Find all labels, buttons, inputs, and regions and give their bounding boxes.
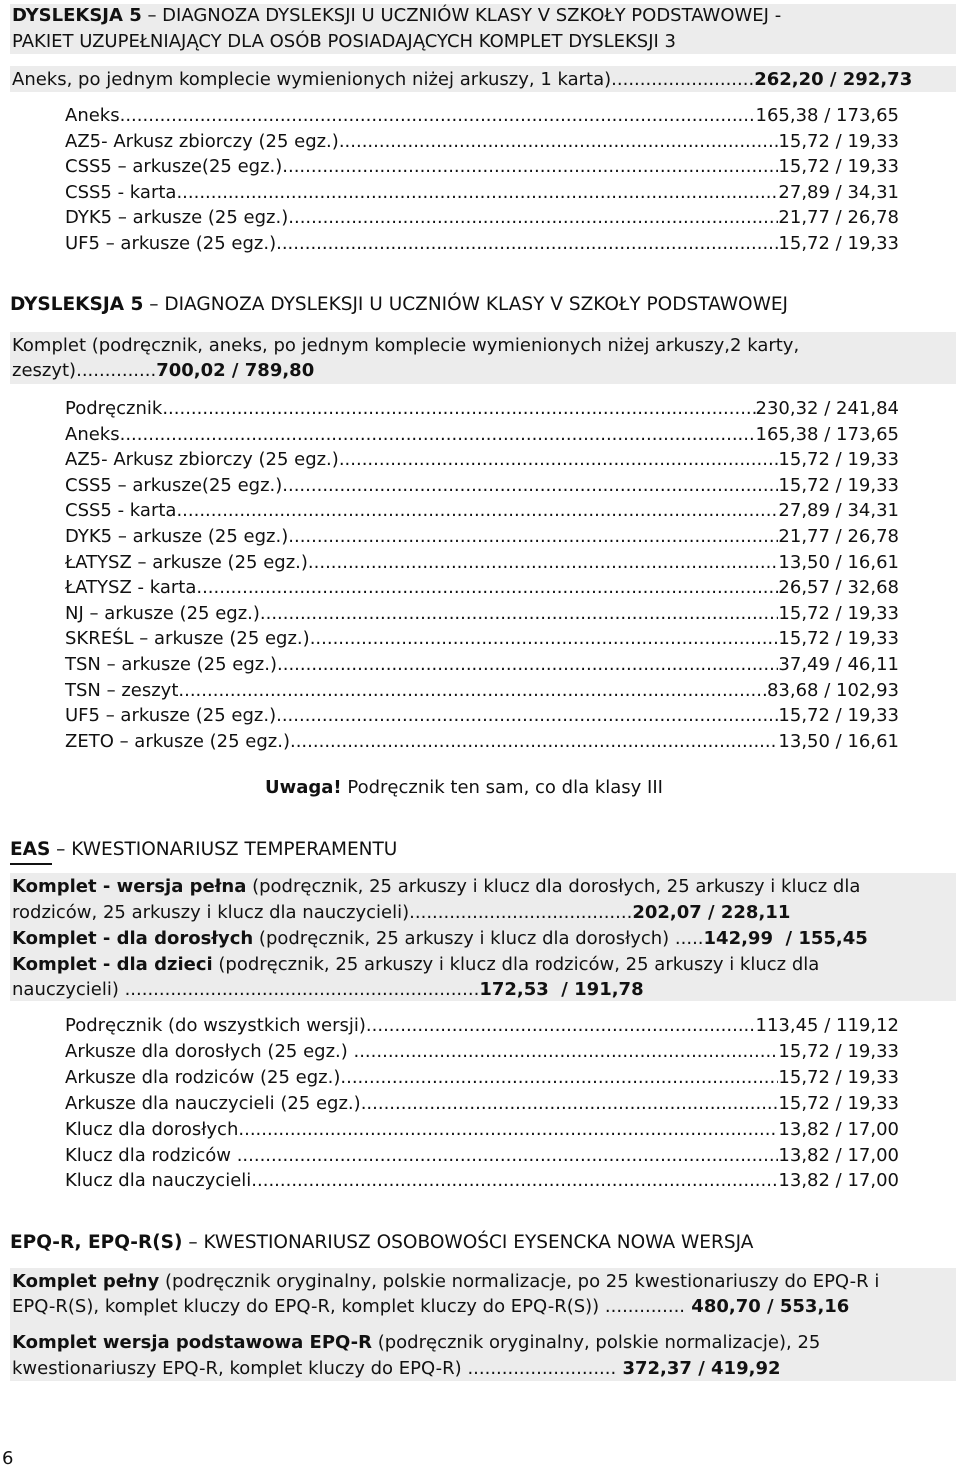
- section3-title: [10, 837, 397, 863]
- section2-title-rest: – DIAGNOZA DYSLEKSJI U UCZNIÓW KLASY V SZKOŁY PODSTAWOWEJ: [143, 294, 789, 315]
- section2-komplet-text: zeszyt): [12, 360, 77, 381]
- p2-price: 372,37 / 419,92: [616, 1358, 781, 1379]
- item-label: UF5 – arkusze (25 egz.): [65, 705, 277, 727]
- item-label: ZETO – arkusze (25 egz.): [65, 730, 290, 752]
- item-price: 165,38 / 173,65: [755, 423, 899, 445]
- k3-line1-rest: (podręcznik, 25 arkuszy i klucz dla rodziców, 25 arkuszy i klucz dla: [212, 954, 820, 975]
- p2-dots: ..........................: [467, 1358, 617, 1379]
- section2-komplet-price: 700,02 / 789,80: [156, 360, 315, 381]
- item-price: 15,72 / 19,33: [778, 233, 899, 254]
- item-label: Klucz dla nauczycieli: [65, 1170, 252, 1192]
- k1-price: 202,07 / 228,11: [632, 902, 791, 923]
- item-price: 13,82 / 17,00: [778, 1170, 899, 1192]
- item-price: 83,68 / 102,93: [766, 679, 899, 701]
- item-label: CSS5 - karta: [65, 500, 177, 522]
- item-price: 15,72 / 19,33: [778, 130, 899, 152]
- note-text: Podręcznik ten sam, co dla klasy III: [341, 777, 663, 798]
- item-label: Podręcznik (do wszystkich wersji): [65, 1015, 366, 1036]
- k2-price: 142,99 / 155,45: [703, 928, 868, 949]
- note-bold: Uwaga!: [265, 777, 342, 798]
- price-list-item: [65, 703, 899, 728]
- section1-title-bold: DYSLEKSJA 5: [12, 5, 142, 26]
- section4-p1-line2: [12, 1294, 849, 1319]
- price-list-item: [65, 1091, 899, 1116]
- item-label: SKREŚL – arkusze (25 egz.): [65, 628, 310, 650]
- price-list-item: [65, 498, 899, 523]
- item-price: 27,89 / 34,31: [778, 500, 899, 522]
- item-label: Arkusze dla rodziców (25 egz.): [65, 1066, 341, 1088]
- section4-p2-line2: [12, 1356, 781, 1381]
- section2-komplet-dots: ..............: [76, 360, 157, 381]
- k3-line2: nauczycieli): [12, 979, 125, 1000]
- dot-leader: [237, 1143, 779, 1168]
- item-price: 21,77 / 26,78: [778, 207, 899, 229]
- price-list-item: [65, 575, 899, 600]
- dot-leader: [282, 473, 778, 498]
- price-list-item: [65, 103, 899, 128]
- p2-line1-rest: (podręcznik oryginalny, polskie normalizacje), 25: [372, 1332, 821, 1353]
- item-price: 15,72 / 19,33: [778, 602, 899, 624]
- dot-leader: [162, 396, 755, 421]
- section1-summary-dots: .........................: [611, 69, 755, 90]
- item-label: ŁATYSZ – arkusze (25 egz.): [65, 551, 308, 573]
- section1-title-line2: PAKIET UZUPEŁNIAJĄCY DLA OSÓB POSIADAJĄCYCH KOMPLET DYSLEKSJI 3: [12, 31, 676, 52]
- price-list-item: [65, 524, 899, 549]
- dot-leader: [339, 447, 779, 472]
- item-price: 26,57 / 32,68: [778, 577, 899, 599]
- section4-title-bold: EPQ-R, EPQ-R(S): [10, 1232, 183, 1253]
- item-label: NJ – arkusze (25 egz.): [65, 602, 260, 624]
- k3-bold: Komplet - dla dzieci: [12, 954, 213, 975]
- section3-k1-line2: [12, 900, 790, 925]
- item-price: 15,72 / 19,33: [778, 1066, 899, 1088]
- section3-title-bold: EAS: [10, 839, 51, 860]
- item-price: 15,72 / 19,33: [778, 449, 899, 471]
- item-label: Aneks: [65, 423, 120, 445]
- dot-leader: [290, 729, 778, 754]
- p1-dots: ..............: [604, 1296, 686, 1317]
- dot-leader: [288, 205, 778, 230]
- section1-title: [12, 3, 781, 28]
- section4-p2-line1: [12, 1330, 820, 1355]
- k2-bold: Komplet - dla dorosłych: [12, 928, 254, 949]
- dot-leader: [260, 601, 779, 626]
- item-label: CSS5 - karta: [65, 181, 177, 203]
- item-label: ŁATYSZ - karta: [65, 577, 197, 599]
- price-list-item: [65, 422, 899, 447]
- price-list-item: [65, 729, 899, 754]
- price-list-item: [65, 1039, 899, 1064]
- p2-line2: kwestionariuszy EPQ-R, komplet kluczy do EPQ-R): [12, 1358, 468, 1379]
- price-list-item: [65, 205, 899, 230]
- dot-leader: [361, 1091, 779, 1116]
- item-label: AZ5- Arkusz zbiorczy (25 egz.): [65, 130, 339, 152]
- item-price: 13,82 / 17,00: [778, 1144, 899, 1166]
- item-label: Arkusze dla dorosłych (25 egz.): [65, 1040, 354, 1062]
- price-list-item: [65, 626, 899, 651]
- section3-k3-line2: [12, 977, 644, 1002]
- item-label: UF5 – arkusze (25 egz.): [65, 233, 277, 254]
- page-number: 6: [2, 1448, 14, 1469]
- item-price: 21,77 / 26,78: [778, 526, 899, 547]
- k3-dots: ..............................................................: [124, 979, 480, 1000]
- section3-title-rest: – KWESTIONARIUSZ TEMPERAMENTU: [50, 839, 398, 860]
- item-label: Aneks: [65, 105, 120, 126]
- item-price: 15,72 / 19,33: [778, 705, 899, 727]
- dot-leader: [238, 1117, 778, 1142]
- dot-leader: [277, 652, 778, 677]
- section3-k1-line1: [12, 874, 860, 899]
- item-label: Klucz dla rodziców: [65, 1144, 237, 1166]
- price-list-item: [65, 652, 899, 677]
- price-list-item: [65, 550, 899, 575]
- dot-leader: [176, 498, 778, 523]
- dot-leader: [276, 703, 778, 728]
- section3-k2: [12, 926, 868, 951]
- section4-p1-line1: [12, 1269, 879, 1294]
- dot-leader: [340, 1065, 778, 1090]
- p1-line2: EPQ-R(S), komplet kluczy do EPQ-R, komplet kluczy do EPQ-R(S)): [12, 1296, 605, 1317]
- section1-title-rest: – DIAGNOZA DYSLEKSJI U UCZNIÓW KLASY V SZKOŁY PODSTAWOWEJ -: [141, 5, 782, 26]
- item-label: DYK5 – arkusze (25 egz.): [65, 526, 289, 547]
- k1-line1-rest: (podręcznik, 25 arkuszy i klucz dla dorosłych, 25 arkuszy i klucz dla: [246, 876, 861, 897]
- section2-komplet-line1: Komplet (podręcznik, aneks, po jednym komplecie wymienionych niżej arkuszy,2 karty,: [12, 335, 800, 356]
- k1-line2: rodziców, 25 arkuszy i klucz dla nauczycieli): [12, 902, 410, 923]
- p1-bold: Komplet pełny: [12, 1271, 160, 1292]
- dot-leader: [288, 524, 778, 549]
- dot-leader: [196, 575, 778, 600]
- p2-bold: Komplet wersja podstawowa EPQ-R: [12, 1332, 372, 1353]
- price-list-item: [65, 1168, 899, 1193]
- price-list-item: [65, 1013, 899, 1038]
- price-list-item: [65, 473, 899, 498]
- section3-title-underline: [10, 863, 52, 865]
- price-list-item: [65, 129, 899, 154]
- item-label: CSS5 – arkusze(25 egz.): [65, 474, 283, 496]
- section2-note: [265, 775, 663, 800]
- section4-title-rest: – KWESTIONARIUSZ OSOBOWOŚCI EYSENCKA NOWA WERSJA: [182, 1232, 754, 1253]
- item-label: Arkusze dla nauczycieli (25 egz.): [65, 1092, 361, 1114]
- price-list-item: [65, 601, 899, 626]
- dot-leader: [310, 626, 779, 651]
- item-price: 37,49 / 46,11: [778, 654, 899, 675]
- k1-dots: .......................................: [409, 902, 633, 923]
- section4-title: [10, 1230, 753, 1256]
- section2-title-bold: DYSLEKSJA 5: [10, 294, 144, 315]
- item-price: 15,72 / 19,33: [778, 156, 899, 178]
- k2-rest: (podręcznik, 25 arkuszy i klucz dla dorosłych): [253, 928, 675, 949]
- price-list-item: [65, 1117, 899, 1142]
- item-price: 15,72 / 19,33: [778, 628, 899, 650]
- dot-leader: [251, 1168, 778, 1193]
- price-list-item: [65, 1065, 899, 1090]
- dot-leader: [366, 1013, 756, 1038]
- item-label: DYK5 – arkusze (25 egz.): [65, 207, 289, 229]
- section3-k3-line1: [12, 952, 819, 977]
- dot-leader: [276, 231, 778, 256]
- section1-summary: [12, 67, 912, 92]
- item-price: 15,72 / 19,33: [778, 474, 899, 496]
- item-price: 13,50 / 16,61: [778, 730, 899, 752]
- item-price: 13,50 / 16,61: [778, 551, 899, 573]
- item-price: 15,72 / 19,33: [778, 1040, 899, 1062]
- dot-leader: [176, 180, 778, 205]
- item-price: 15,72 / 19,33: [778, 1092, 899, 1114]
- price-list-item: [65, 154, 899, 179]
- price-list-item: [65, 231, 899, 256]
- item-price: 113,45 / 119,12: [755, 1015, 899, 1036]
- dot-leader: [308, 550, 779, 575]
- k2-dots: .....: [674, 928, 704, 949]
- item-label: Podręcznik: [65, 398, 163, 419]
- dot-leader: [120, 103, 756, 128]
- p1-price: 480,70 / 553,16: [685, 1296, 850, 1317]
- item-label: TSN – arkusze (25 egz.): [65, 654, 278, 675]
- price-list-item: [65, 447, 899, 472]
- item-price: 13,82 / 17,00: [778, 1118, 899, 1140]
- section2-komplet-line2: [12, 358, 314, 383]
- price-list-item: [65, 1143, 899, 1168]
- price-list-item: [65, 180, 899, 205]
- item-label: TSN – zeszyt: [65, 679, 179, 701]
- dot-leader: [353, 1039, 778, 1064]
- price-list-item: [65, 678, 899, 703]
- section2-title: [10, 292, 788, 318]
- item-price: 165,38 / 173,65: [755, 105, 899, 126]
- item-label: AZ5- Arkusz zbiorczy (25 egz.): [65, 449, 339, 471]
- k3-price: 172,53 / 191,78: [479, 979, 644, 1000]
- dot-leader: [120, 422, 756, 447]
- item-label: CSS5 – arkusze(25 egz.): [65, 156, 283, 178]
- item-label: Klucz dla dorosłych: [65, 1118, 239, 1140]
- p1-line1-rest: (podręcznik oryginalny, polskie normalizacje, po 25 kwestionariuszy do EPQ-R i: [159, 1271, 880, 1292]
- item-price: 27,89 / 34,31: [778, 181, 899, 203]
- dot-leader: [282, 154, 778, 179]
- item-price: 230,32 / 241,84: [755, 398, 899, 419]
- price-list-item: [65, 396, 899, 421]
- section1-summary-text: Aneks, po jednym komplecie wymienionych niżej arkuszy, 1 karta): [12, 69, 612, 90]
- section1-summary-price: 262,20 / 292,73: [754, 69, 913, 90]
- dot-leader: [178, 678, 767, 703]
- dot-leader: [339, 129, 779, 154]
- k1-bold: Komplet - wersja pełna: [12, 876, 247, 897]
